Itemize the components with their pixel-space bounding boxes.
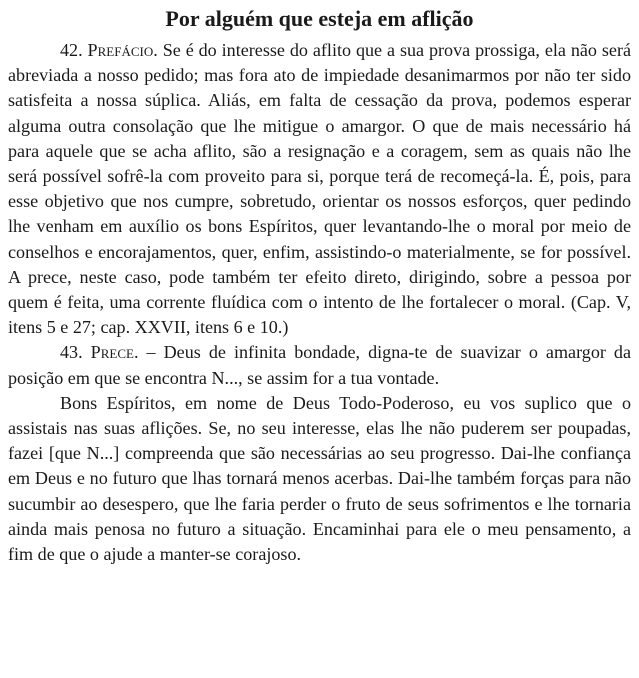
paragraph-prayer (8, 340, 631, 390)
item-label: Prefácio. (87, 40, 158, 60)
page-title: Por alguém que esteja em aflição (165, 6, 474, 31)
item-label: Prece. (90, 342, 139, 363)
item-number: 42. (60, 40, 83, 60)
paragraph-prayer-body (8, 391, 631, 567)
paragraph-text: Bons Espíritos, em nome de Deus Todo-Poderoso, eu vos suplico que o assistais nas suas aflições. Se, no seu interesse, elas lhe não puderem ser poupadas, fazei [que N...] compreenda que são necessárias ao seu progresso. Dai-lhe confiança em Deus e no futuro que lhas tornará menos acerbas. Dai-lhe também forças para não sucumbir ao desespero, que lhe faria perder o fruto de seus sofrimentos e lhe tornaria ainda mais penosa no futuro a situação. Encaminhai para ele o meu pensamento, a fim de que o ajude a manter-se corajoso. (8, 392, 631, 565)
paragraph-preface (8, 38, 631, 340)
paragraph-text: Se é do interesse do aflito que a sua prova prossiga, ela não será abreviada a nosso pedido; mas fora ato de impiedade desanimarmos por não ter sido satisfeita a nossa súplica. Aliás, em falta de cessação da prova, podemos esperar alguma outra consolação que lhe mitigue o amargor. O que de mais necessário há para aquele que se acha aflito, são a resignação e a coragem, sem as quais não lhe será possível sofrê-la com proveito para si, porque terá de recomeçá-la. É, pois, para esse objetivo que nos cumpre, sobretudo, orientar os nossos esforços, quer pedindo lhe venham em auxílio os bons Espíritos, quer levantando-lhe o moral por meio de conselhos e encorajamentos, quer, enfim, assistindo-o materialmente, se for possível. A prece, neste caso, pode também ter efeito direto, dirigindo, sobre a pessoa por quem é feita, uma corrente fluídica com o intento de lhe fortalecer o moral. (Cap. V, itens 5 e 27; cap. XXVII, itens 6 e 10.) (8, 40, 631, 338)
paragraph-text: – Deus de infinita bondade, digna-te de suavizar o amargor da posição em que se encontra N..., se assim for a tua vontade. (8, 342, 632, 388)
item-number: 43. (60, 342, 83, 363)
